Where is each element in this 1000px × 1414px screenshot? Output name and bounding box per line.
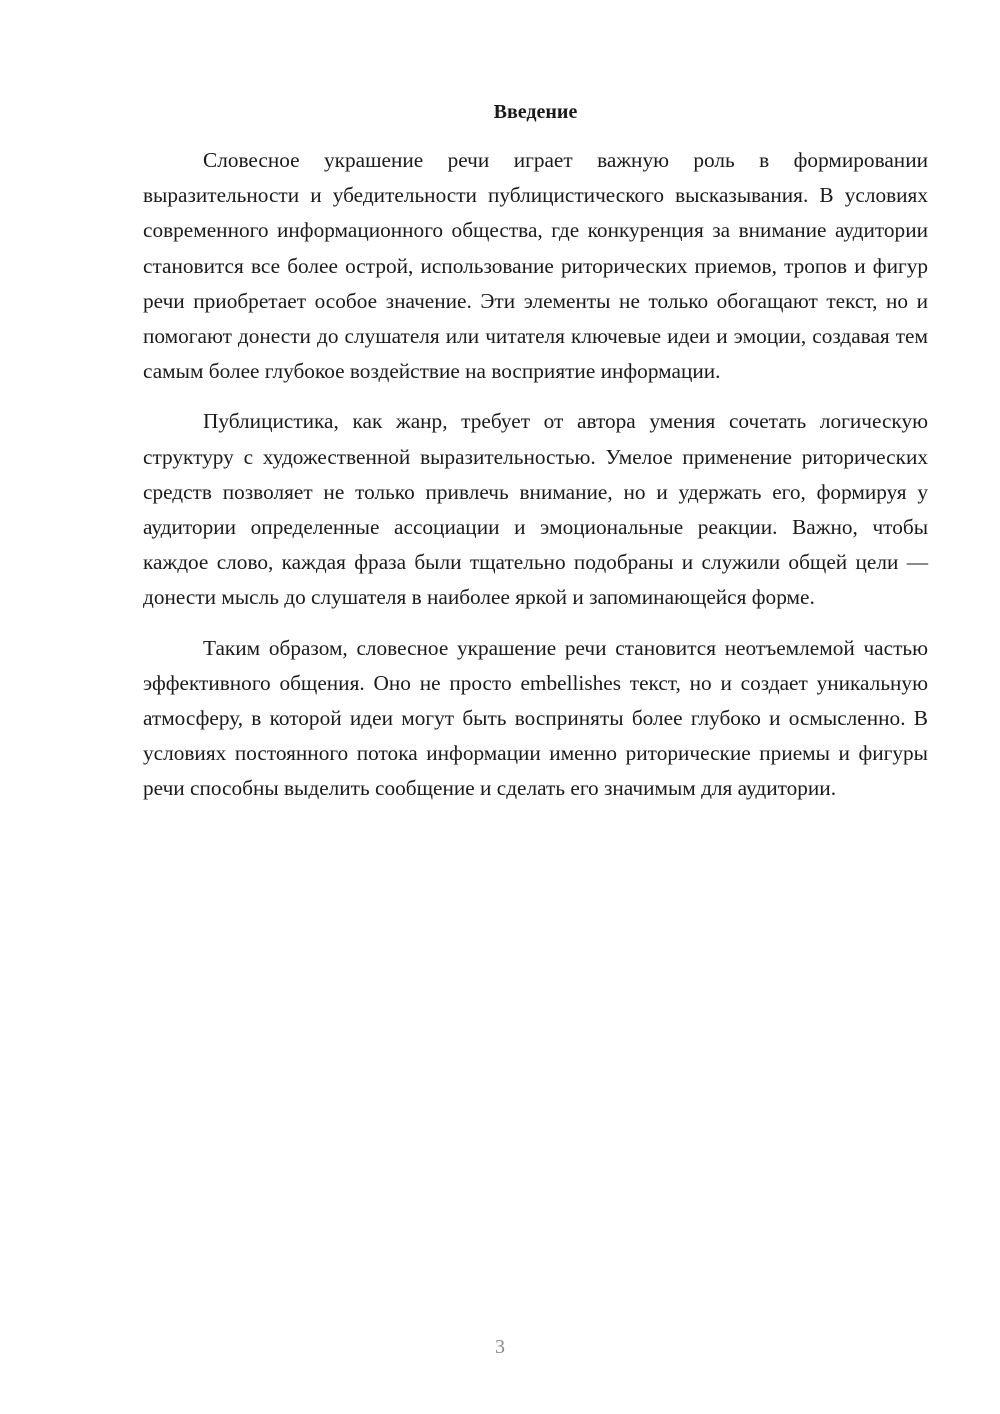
paragraph-2: Публицистика, как жанр, требует от автора умения сочетать логическую структуру с художественной выразительностью. Умелое применение риторических средств позволяет не только привлечь внимание, но и удержать его, формируя у аудитории определенные ассоциации и эмоциональные реакции. Важно, чтобы каждое слово, каждая фраза были тщательно подобраны и служили общей цели — донести мысль до слушателя в наиболее яркой и запоминающейся форме. — [143, 409, 928, 610]
paragraph-1: Словесное украшение речи играет важную роль в формировании выразительности и убедительности публицистического высказывания. В условиях современного информационного общества, где конкуренция за внимание аудитории становится все более острой, использование риторических приемов, тропов и фигур речи приобретает особое значение. Эти элементы не только обогащают текст, но и помогают донести до слушателя или читателя ключевые идеи и эмоции, создавая тем самым более глубокое воздействие на восприятие информации. — [143, 148, 928, 384]
body-text — [143, 143, 928, 807]
page-number: 3 — [495, 1336, 505, 1358]
paragraph-3: Таким образом, словесное украшение речи становится неотъемлемой частью эффективного общения. Оно не просто embellishes текст, но и создает уникальную атмосферу, в которой идеи могут быть восприняты более глубоко и осмысленно. В условиях постоянного потока информации именно риторические приемы и фигуры речи способны выделить сообщение и сделать его значимым для аудитории. — [143, 635, 928, 801]
section-heading: Введение — [493, 101, 578, 123]
